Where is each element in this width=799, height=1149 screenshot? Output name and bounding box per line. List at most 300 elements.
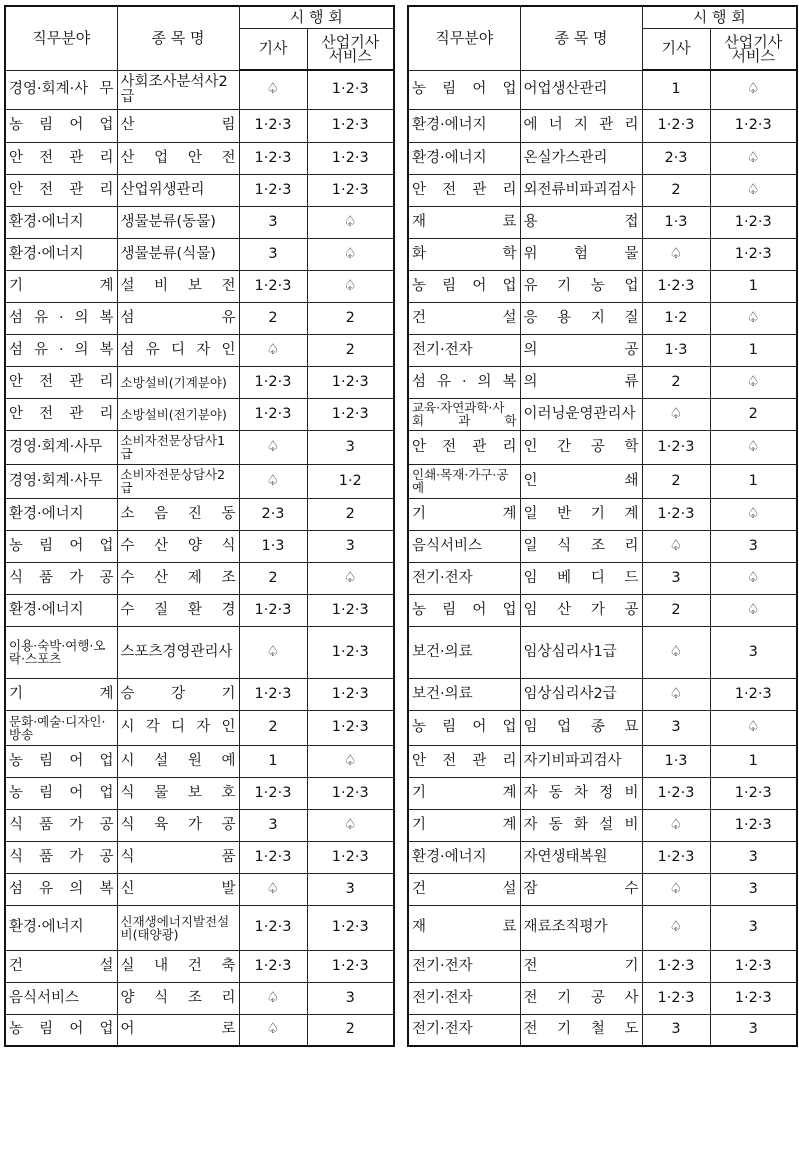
item-cell: 생물분류(동물) [117,206,239,238]
gisa-cell: 1·3 [642,206,710,238]
industrial-cell: 3 [710,873,797,905]
gisa-cell: 1·2·3 [239,109,307,142]
field-cell: 농 림 어 업 [5,530,117,562]
industrial-cell: ♤ [710,430,797,464]
gisa-cell: 1·2·3 [642,841,710,873]
table-row [5,430,394,464]
gisa-cell: 1·2·3 [642,498,710,530]
item-cell: 식 육 가 공 [117,809,239,841]
field-cell: 기 계 [408,498,520,530]
gisa-cell: 2 [642,366,710,398]
table-row [5,982,394,1014]
industrial-cell: 3 [307,873,394,905]
table-row [5,206,394,238]
item-cell: 스포츠경영관리사 [117,626,239,678]
gisa-cell: 2 [642,594,710,626]
gisa-cell: 1·2·3 [642,430,710,464]
item-cell: 소방설비(전기분야) [117,398,239,430]
table-row [5,841,394,873]
gisa-cell: 1·2·3 [239,142,307,174]
item-cell: 어업생산관리 [520,70,642,109]
industrial-cell: 1·2 [307,464,394,498]
gisa-cell: ♤ [642,905,710,950]
industrial-cell: 1·2·3 [307,710,394,745]
industrial-cell: 1·2·3 [307,905,394,950]
table-row [408,710,797,745]
table-row [408,777,797,809]
gisa-cell: 3 [239,206,307,238]
exam-table-right [407,5,798,1047]
gisa-cell: ♤ [239,873,307,905]
field-cell: 환경·에너지 [408,142,520,174]
gisa-cell: 1·2·3 [239,398,307,430]
field-cell: 안 전 관 리 [5,174,117,206]
table-row [408,174,797,206]
field-cell: 전기·전자 [408,562,520,594]
item-cell: 섬 유 [117,302,239,334]
item-cell: 식 물 보 호 [117,777,239,809]
item-cell: 재료조직평가 [520,905,642,950]
gisa-cell: 1·2·3 [239,950,307,982]
field-cell: 인쇄·목재·가구·공예 [408,464,520,498]
table-row [408,530,797,562]
gisa-cell: 2·3 [642,142,710,174]
industrial-cell: 1·2·3 [307,777,394,809]
gisa-cell: 3 [642,710,710,745]
table-row [5,905,394,950]
item-cell: 일 반 기 계 [520,498,642,530]
field-cell: 기 계 [408,777,520,809]
table-row [5,777,394,809]
gisa-cell: 1·2 [642,302,710,334]
item-cell: 실 내 건 축 [117,950,239,982]
item-cell: 소방설비(기계분야) [117,366,239,398]
gisa-cell: 3 [642,562,710,594]
field-cell: 환경·에너지 [5,238,117,270]
table-row [408,905,797,950]
industrial-cell: 1·2·3 [307,678,394,710]
gisa-cell: 2 [239,562,307,594]
field-cell: 농 림 어 업 [5,745,117,777]
header-rounds: 시 행 회 [239,6,394,28]
industrial-cell: ♤ [710,498,797,530]
industrial-cell: ♤ [710,70,797,109]
industrial-cell: 3 [307,982,394,1014]
item-cell: 산 림 [117,109,239,142]
industrial-cell: 3 [710,626,797,678]
industrial-cell: 1 [710,270,797,302]
table-row [408,626,797,678]
gisa-cell: 1 [239,745,307,777]
item-cell: 설 비 보 전 [117,270,239,302]
field-cell: 농 림 어 업 [5,1014,117,1046]
item-cell: 자 동 차 정 비 [520,777,642,809]
item-cell: 이러닝운영관리사 [520,398,642,430]
field-cell: 환경·에너지 [5,498,117,530]
item-cell: 인 간 공 학 [520,430,642,464]
table-row [5,678,394,710]
industrial-cell: 1·2·3 [307,70,394,109]
table-row [408,206,797,238]
field-cell: 식 품 가 공 [5,809,117,841]
gisa-cell: 1·2·3 [239,174,307,206]
item-cell: 생물분류(식물) [117,238,239,270]
table-row [5,238,394,270]
item-cell: 임상심리사2급 [520,678,642,710]
industrial-cell: ♤ [307,238,394,270]
item-cell: 산업위생관리 [117,174,239,206]
gisa-cell: ♤ [239,464,307,498]
right-table-body [408,70,797,1046]
industrial-cell: 1·2·3 [307,366,394,398]
table-row [408,270,797,302]
field-cell: 기 계 [408,809,520,841]
table-row [408,398,797,430]
industrial-cell: 1·2·3 [307,594,394,626]
item-cell: 양 식 조 리 [117,982,239,1014]
field-cell: 경영·회계·사무 [5,464,117,498]
industrial-cell: ♤ [710,594,797,626]
field-cell: 문화·예술·디자인·방송 [5,710,117,745]
field-cell: 안 전 관 리 [5,142,117,174]
field-cell: 음식서비스 [5,982,117,1014]
item-cell: 식 품 [117,841,239,873]
item-cell: 자기비파괴검사 [520,745,642,777]
item-cell: 수 질 환 경 [117,594,239,626]
field-cell: 음식서비스 [408,530,520,562]
left-table-body [5,70,394,1046]
field-cell: 농 림 어 업 [5,777,117,809]
gisa-cell: ♤ [642,809,710,841]
field-cell: 안 전 관 리 [408,430,520,464]
field-cell: 안 전 관 리 [5,366,117,398]
industrial-cell: 1·2·3 [710,678,797,710]
gisa-cell: ♤ [642,678,710,710]
table-row [408,334,797,366]
table-row [408,1014,797,1046]
gisa-cell: 1·2·3 [239,366,307,398]
gisa-cell: 1·2·3 [642,109,710,142]
industrial-cell: 3 [710,1014,797,1046]
field-cell: 건 설 [408,302,520,334]
industrial-cell: ♤ [710,710,797,745]
industrial-cell: 3 [710,841,797,873]
gisa-cell: ♤ [239,626,307,678]
table-row [408,562,797,594]
industrial-cell: ♤ [307,745,394,777]
industrial-cell: 2 [307,302,394,334]
field-cell: 안 전 관 리 [408,745,520,777]
industrial-cell: 1·2·3 [710,950,797,982]
table-row [5,594,394,626]
industrial-cell: 2 [307,1014,394,1046]
industrial-cell: 1·2·3 [710,982,797,1014]
gisa-cell: 3 [642,1014,710,1046]
gisa-cell: 1·2·3 [239,678,307,710]
table-row [5,873,394,905]
gisa-cell: 1·2·3 [642,982,710,1014]
field-cell: 섬 유 의 복 [5,873,117,905]
field-cell: 농 림 어 업 [408,270,520,302]
item-cell: 시 각 디 자 인 [117,710,239,745]
table-row [5,366,394,398]
field-cell: 기 계 [5,678,117,710]
field-cell: 섬 유 · 의 복 [408,366,520,398]
table-row [5,270,394,302]
table-row [408,678,797,710]
industrial-cell: ♤ [710,302,797,334]
header-industrial: 산업기사 서비스 [307,28,394,70]
field-cell: 환경·에너지 [408,841,520,873]
industrial-cell: 1·2·3 [307,174,394,206]
industrial-cell: 3 [307,430,394,464]
field-cell: 경영·회계·사무 [5,430,117,464]
gisa-cell: ♤ [239,1014,307,1046]
field-cell: 농 림 어 업 [408,594,520,626]
item-cell: 신 발 [117,873,239,905]
item-cell: 자연생태복원 [520,841,642,873]
field-cell: 섬 유 · 의 복 [5,302,117,334]
table-row [5,498,394,530]
table-row [5,302,394,334]
table-row [408,594,797,626]
item-cell: 외전류비파괴검사 [520,174,642,206]
item-cell: 위 험 물 [520,238,642,270]
item-cell: 시 설 원 예 [117,745,239,777]
field-cell: 안 전 관 리 [408,174,520,206]
industrial-cell: 2 [307,498,394,530]
industrial-cell: ♤ [307,270,394,302]
gisa-cell: ♤ [239,982,307,1014]
item-cell: 수 산 제 조 [117,562,239,594]
gisa-cell: 1·2·3 [642,950,710,982]
item-cell: 유 기 농 업 [520,270,642,302]
item-cell: 임 업 종 묘 [520,710,642,745]
gisa-cell: 1·2·3 [239,777,307,809]
gisa-cell: 1·3 [642,334,710,366]
header-industrial: 산업기사 서비스 [710,28,797,70]
gisa-cell: 2 [642,174,710,206]
industrial-cell: 2 [710,398,797,430]
industrial-cell: 1·2·3 [307,950,394,982]
industrial-cell: 1 [710,464,797,498]
field-cell: 농 림 어 업 [5,109,117,142]
table-row [5,174,394,206]
gisa-cell: 2·3 [239,498,307,530]
table-row [408,142,797,174]
item-cell: 임 베 디 드 [520,562,642,594]
item-cell: 온실가스관리 [520,142,642,174]
gisa-cell: 3 [239,238,307,270]
industrial-cell: 1·2·3 [307,109,394,142]
gisa-cell: ♤ [642,873,710,905]
item-cell: 잠 수 [520,873,642,905]
field-cell: 교육·자연과학·사 회 과 학 [408,398,520,430]
field-cell: 섬 유 · 의 복 [5,334,117,366]
field-cell: 식 품 가 공 [5,841,117,873]
gisa-cell: 1·2·3 [239,270,307,302]
item-cell: 어 로 [117,1014,239,1046]
header-rounds: 시 행 회 [642,6,797,28]
item-cell: 전 기 공 사 [520,982,642,1014]
gisa-cell: 2 [239,302,307,334]
table-row [5,809,394,841]
table-row [5,950,394,982]
item-cell: 자 동 화 설 비 [520,809,642,841]
field-cell: 기 계 [5,270,117,302]
field-cell: 재 료 [408,905,520,950]
table-row [5,626,394,678]
item-cell: 임상심리사1급 [520,626,642,678]
gisa-cell: 1·2·3 [239,841,307,873]
industrial-cell: 3 [307,530,394,562]
field-cell: 경영·회계·사 무 [5,70,117,109]
field-cell: 건 설 [408,873,520,905]
item-cell: 일 식 조 리 [520,530,642,562]
item-cell: 소비자전문상담사1급 [117,430,239,464]
industrial-cell: 1 [710,745,797,777]
table-row [408,366,797,398]
industrial-cell: 1·2·3 [307,841,394,873]
field-cell: 전기·전자 [408,334,520,366]
table-row [408,982,797,1014]
field-cell: 식 품 가 공 [5,562,117,594]
gisa-cell: ♤ [642,398,710,430]
table-row [408,109,797,142]
field-cell: 보건·의료 [408,626,520,678]
item-cell: 의 류 [520,366,642,398]
gisa-cell: ♤ [642,626,710,678]
item-cell: 산 업 안 전 [117,142,239,174]
item-cell: 섬 유 디 자 인 [117,334,239,366]
item-cell: 소비자전문상담사2급 [117,464,239,498]
field-cell: 환경·에너지 [5,905,117,950]
field-cell: 농 림 어 업 [408,70,520,109]
item-cell: 전 기 철 도 [520,1014,642,1046]
table-row [408,873,797,905]
industrial-cell: 2 [307,334,394,366]
gisa-cell: 1·3 [642,745,710,777]
field-cell: 재 료 [408,206,520,238]
gisa-cell: 1·2·3 [642,270,710,302]
gisa-cell: ♤ [239,334,307,366]
item-cell: 임 산 가 공 [520,594,642,626]
industrial-cell: 1·2·3 [710,809,797,841]
table-row [408,302,797,334]
table-row [5,142,394,174]
gisa-cell: ♤ [239,430,307,464]
table-row [408,430,797,464]
table-row [5,398,394,430]
industrial-cell: 1·2·3 [710,109,797,142]
table-row [408,745,797,777]
item-cell: 응 용 지 질 [520,302,642,334]
table-row [5,530,394,562]
table-row [408,841,797,873]
industrial-cell: 1·2·3 [710,777,797,809]
field-cell: 환경·에너지 [408,109,520,142]
item-cell: 에 너 지 관 리 [520,109,642,142]
item-cell: 전 기 [520,950,642,982]
industrial-cell: ♤ [710,174,797,206]
table-row [5,109,394,142]
item-cell: 소 음 진 동 [117,498,239,530]
table-row [5,334,394,366]
table-row [5,464,394,498]
header-field: 직무분야 [408,6,520,70]
industrial-cell: 1 [710,334,797,366]
table-row [5,710,394,745]
field-cell: 환경·에너지 [5,594,117,626]
table-row [408,70,797,109]
industrial-cell: ♤ [710,142,797,174]
gisa-cell: 1 [642,70,710,109]
gisa-cell: 1·2·3 [239,594,307,626]
table-row [408,498,797,530]
field-cell: 농 림 어 업 [408,710,520,745]
industrial-cell: 3 [710,530,797,562]
industrial-cell: 1·2·3 [307,626,394,678]
header-gisa: 기사 [239,28,307,70]
field-cell: 전기·전자 [408,982,520,1014]
field-cell: 화 학 [408,238,520,270]
industrial-cell: 1·2·3 [710,206,797,238]
gisa-cell: 2 [239,710,307,745]
field-cell: 안 전 관 리 [5,398,117,430]
gisa-cell: 1·3 [239,530,307,562]
item-cell: 수 산 양 식 [117,530,239,562]
gisa-cell: 1·2·3 [642,777,710,809]
header-item: 종 목 명 [117,6,239,70]
field-cell: 보건·의료 [408,678,520,710]
table-row [5,1014,394,1046]
gisa-cell: 1·2·3 [239,905,307,950]
field-cell: 전기·전자 [408,950,520,982]
item-cell: 사회조사분석사2급 [117,70,239,109]
item-cell: 용 접 [520,206,642,238]
item-cell: 승 강 기 [117,678,239,710]
table-row [408,464,797,498]
industrial-cell: 1·2·3 [307,398,394,430]
field-cell: 환경·에너지 [5,206,117,238]
table-row [5,745,394,777]
item-cell: 신재생에너지발전설비(태양광) [117,905,239,950]
industrial-cell: 3 [710,905,797,950]
exam-table-left [4,5,395,1047]
industrial-cell: ♤ [710,366,797,398]
header-item: 종 목 명 [520,6,642,70]
item-cell: 의 공 [520,334,642,366]
header-field: 직무분야 [5,6,117,70]
field-cell: 전기·전자 [408,1014,520,1046]
table-row [408,950,797,982]
industrial-cell: ♤ [710,562,797,594]
industrial-cell: 1·2·3 [307,142,394,174]
gisa-cell: ♤ [642,238,710,270]
field-cell: 건 설 [5,950,117,982]
industrial-cell: 1·2·3 [710,238,797,270]
table-row [408,238,797,270]
table-row [5,70,394,109]
gisa-cell: ♤ [642,530,710,562]
table-row [5,562,394,594]
field-cell: 이용·숙박·여행·오락·스포츠 [5,626,117,678]
industrial-cell: ♤ [307,562,394,594]
gisa-cell: 2 [642,464,710,498]
industrial-cell: ♤ [307,206,394,238]
gisa-cell: ♤ [239,70,307,109]
gisa-cell: 3 [239,809,307,841]
